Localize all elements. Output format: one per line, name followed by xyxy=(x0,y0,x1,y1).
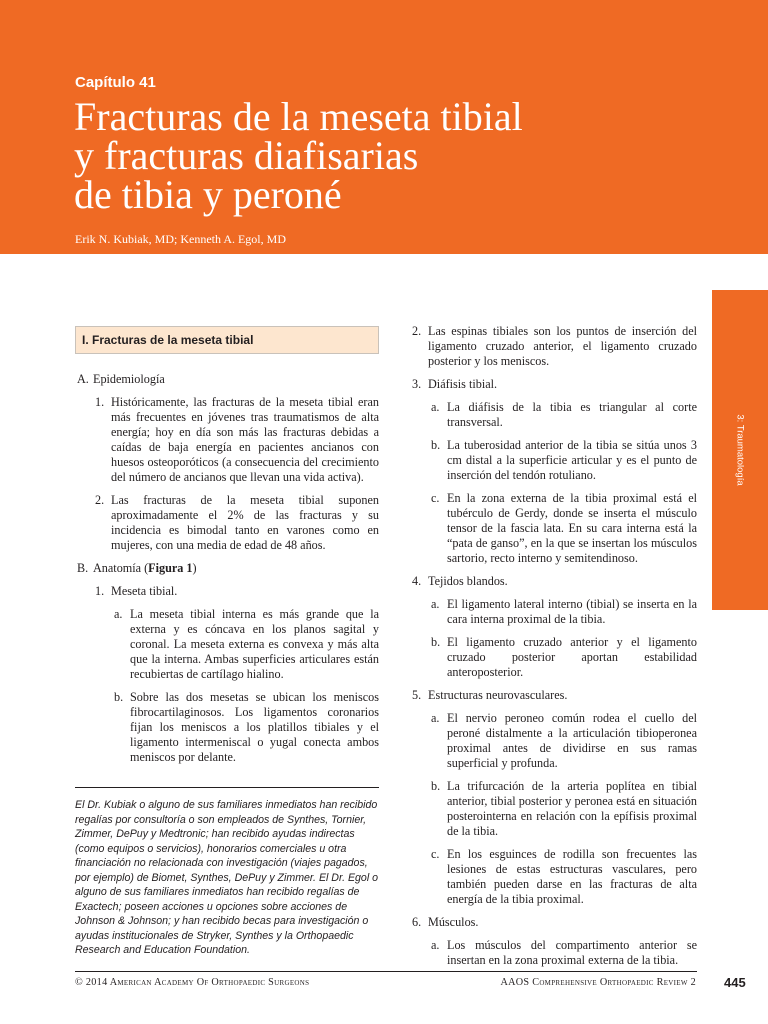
outline-item-b5a: a. El nervio peroneo común rodea el cuello del peroné distalmente a la articulación tibioperonea proximal antes de dividirse en sus ramas superficial y profunda. xyxy=(431,711,697,770)
chapter-title-line-2: y fracturas diafisarias xyxy=(74,133,419,178)
chapter-number: Capítulo 41 xyxy=(75,74,156,91)
disclosure-footnote: El Dr. Kubiak o alguno de sus familiares inmediatos han recibido regalías por consultoría o son empleados de Synthes, Tornier, Zimmer, DePuy y Medtronic; han recibido ayudas indirectas (como equipos o servicios), honorarios comerciales u otra financiación no relacionada con investigación (viajes pagados, por ejemplo) de Biomet, Synthes, DePuy y Zimmer. El Dr. Egol o alguno de sus familiares inmediatos han recibido regalías de Exactech; poseen acciones u opciones sobre acciones de Johnson & Johnson; y han recibido becas para investigación o ayudas institucionales de Stryker, Synthes y la Orthopaedic Research and Education Foundation. xyxy=(75,787,379,958)
outline-item-b4a: a. El ligamento lateral interno (tibial) se inserta en la cara interna proximal de la tibia. xyxy=(431,597,697,626)
footer-book-title: AAOS Comprehensive Orthopaedic Review 2 xyxy=(500,977,696,988)
outline-item-b1b: b. Sobre las dos mesetas se ubican los meniscos fibrocartilaginosos. Los ligamentos coronarios fijan los meniscos a los platillos tibiales y el ligamento intermeniscal o yugal conecta ambos meniscos por delante. xyxy=(114,690,379,764)
outline-item-b1: 1. Meseta tibial. xyxy=(95,584,178,598)
outline-item-a2: 2. Las fracturas de la meseta tibial suponen aproximadamente el 2% de las fracturas y su incidencia es bimodal tanto en varones como en mujeres, con una media de edad de 48 años. xyxy=(95,493,379,552)
outline-item-b3: 3. Diáfisis tibial. xyxy=(412,377,498,391)
chapter-title xyxy=(74,94,694,217)
left-column xyxy=(75,326,379,773)
outline-item-b2: 2. Las espinas tibiales son los puntos de inserción del ligamento cruzado anterior, el ligamento cruzado posterior y los meniscos. xyxy=(412,324,697,368)
chapter-title-line-1: Fracturas de la meseta tibial xyxy=(74,94,523,139)
page-number: 445 xyxy=(724,975,746,990)
outline-item-a: A. Epidemiología xyxy=(77,372,165,386)
footer-copyright: © 2014 American Academy Of Orthopaedic Surgeons xyxy=(75,977,310,988)
chapter-header-band xyxy=(0,0,768,254)
chapter-title-line-3: de tibia y peroné xyxy=(74,172,342,217)
section-side-tab-label: 3: Traumatología xyxy=(734,414,746,486)
outline-item-a1: 1. Históricamente, las fracturas de la meseta tibial eran más frecuentes en jóvenes tras traumatismos de alta energía; hoy en día son más las fracturas debidas a caídas de baja energía en pacientes ancianos con huesos osteoporóticos (a consecuencia del crecimiento del número de ancianos que llevan una vida activa). xyxy=(95,395,379,484)
outline-item-b: B. Anatomía (Figura 1) xyxy=(77,561,197,575)
outline-item-b3b: b. La tuberosidad anterior de la tibia se sitúa unos 3 cm distal a la superficie articular y es el punto de inserción del tendón rotuliano. xyxy=(431,438,697,482)
outline-item-b4: 4. Tejidos blandos. xyxy=(412,574,508,588)
outline-item-b5c: c. En los esguinces de rodilla son frecuentes las lesiones de estas estructuras vasculares, pero también pueden darse en las fracturas de alta energía de la tibia proximal. xyxy=(431,847,697,906)
outline-item-b5b: b. La trifurcación de la arteria poplítea en tibial anterior, tibial posterior y peronea está en situación posterointerna en relación con la epífisis proximal de la tibia. xyxy=(431,779,697,838)
outline-item-b3c: c. En la zona externa de la tibia proximal está el tubérculo de Gerdy, donde se inserta el músculo tensor de la fascia lata. En su cara interna está la “pata de ganso”, en la que se insertan los músculos sartorio, recto interno y semitendinoso. xyxy=(431,491,697,565)
right-column xyxy=(409,324,697,976)
outline-item-b6: 6. Músculos. xyxy=(412,915,479,929)
section-heading: I. Fracturas de la meseta tibial xyxy=(75,326,379,354)
outline-item-b3a: a. La diáfisis de la tibia es triangular al corte transversal. xyxy=(431,400,697,429)
chapter-authors: Erik N. Kubiak, MD; Kenneth A. Egol, MD xyxy=(75,232,286,246)
outline-item-b4b: b. El ligamento cruzado anterior y el ligamento cruzado posterior aportan estabilidad anteroposterior. xyxy=(431,635,697,679)
outline-item-b6a: a. Los músculos del compartimento anterior se insertan en la zona proximal externa de la tibia. xyxy=(431,938,697,967)
outline-item-b5: 5. Estructuras neurovasculares. xyxy=(412,688,568,702)
figure-reference: Figura 1 xyxy=(148,561,193,575)
footer-rule xyxy=(75,971,697,972)
outline-item-b1a: a. La meseta tibial interna es más grande que la externa y es cóncava en los planos sagital y coronal. La meseta externa es convexa y más alta que la interna. Ambas superficies articulares están recubiertas de cartílago hialino. xyxy=(114,607,379,681)
